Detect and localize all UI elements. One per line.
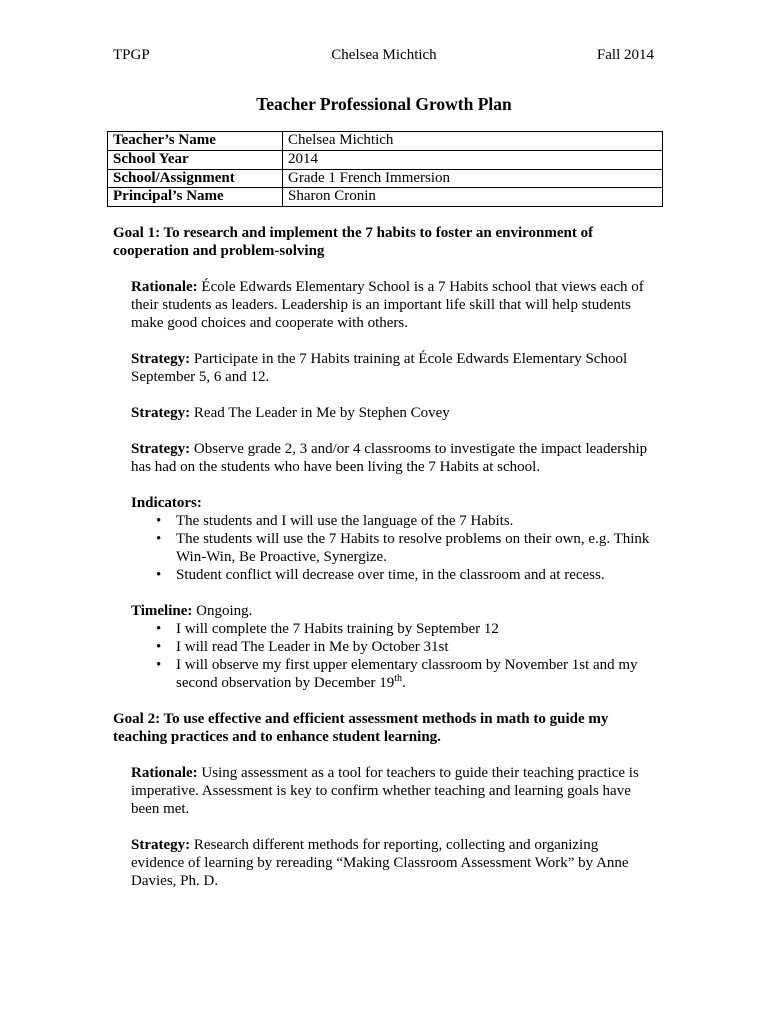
bullet-icon bbox=[156, 530, 161, 548]
goal-1-indicators bbox=[131, 494, 653, 584]
indicators-label: Indicators: bbox=[131, 495, 202, 511]
goal-1-strategy-3 bbox=[131, 440, 653, 476]
bullet-icon bbox=[156, 620, 161, 638]
rationale-text: Using assessment as a tool for teachers to guide their teaching practice is imperative. Assessment is key to confirm whether teaching and learning goals have been met. bbox=[131, 765, 639, 817]
strategy-text: Research different methods for reporting, collecting and organizing evidence of learning by rereading “Making Classroom Assessment Work” by Anne Davies, Ph. D. bbox=[131, 837, 629, 889]
document-title: Teacher Professional Growth Plan bbox=[256, 94, 512, 114]
timeline-item bbox=[131, 620, 658, 638]
timeline-label: Timeline: bbox=[131, 603, 193, 619]
goal-1-strategy-1 bbox=[131, 350, 653, 386]
strategy-label: Strategy: bbox=[131, 351, 191, 367]
strategy-text: Observe grade 2, 3 and/or 4 classrooms to investigate the impact leadership has had on the students who have been living the 7 Habits at school. bbox=[131, 441, 648, 475]
principal-name-label: Principal’s Name bbox=[108, 188, 283, 207]
goal-1-section bbox=[113, 224, 653, 692]
teacher-name-label: Teacher’s Name bbox=[108, 132, 283, 151]
ordinal-superscript: th bbox=[394, 673, 403, 684]
teacher-info-table bbox=[107, 131, 663, 207]
timeline-value: Ongoing. bbox=[196, 603, 253, 619]
principal-name-value: Sharon Cronin bbox=[283, 188, 663, 207]
strategy-label: Strategy: bbox=[131, 405, 191, 421]
timeline-item bbox=[131, 638, 658, 656]
school-year-value: 2014 bbox=[283, 150, 663, 169]
timeline-item-text: I will observe my first upper elementary classroom by November 1st and my second observation by December 19 bbox=[176, 657, 638, 691]
teacher-name-value: Chelsea Michtich bbox=[283, 132, 663, 151]
indicators-list bbox=[131, 512, 658, 584]
bullet-icon bbox=[156, 566, 161, 584]
strategy-label: Strategy: bbox=[131, 441, 191, 457]
timeline-list bbox=[131, 620, 658, 692]
school-assignment-value: Grade 1 French Immersion bbox=[283, 169, 663, 188]
strategy-label: Strategy: bbox=[131, 837, 191, 853]
school-year-row bbox=[108, 150, 663, 169]
school-assignment-row bbox=[108, 169, 663, 188]
principal-name-row bbox=[108, 188, 663, 207]
rationale-label: Rationale: bbox=[131, 765, 198, 781]
bullet-icon bbox=[156, 656, 161, 674]
indicator-item bbox=[131, 512, 658, 530]
goal-2-section bbox=[113, 710, 653, 890]
timeline-item-text: I will read The Leader in Me by October 31st bbox=[176, 639, 449, 655]
indicator-item bbox=[131, 566, 658, 584]
bullet-icon bbox=[156, 638, 161, 656]
indicator-item bbox=[131, 530, 658, 566]
bullet-icon bbox=[156, 512, 161, 530]
goal-1-timeline bbox=[131, 602, 653, 692]
timeline-item bbox=[131, 656, 658, 692]
goal-1-rationale bbox=[131, 278, 653, 332]
school-assignment-label: School/Assignment bbox=[108, 169, 283, 188]
header-document-code: TPGP bbox=[113, 47, 150, 63]
goal-2-strategy-1 bbox=[131, 836, 645, 890]
goal-1-strategy-2 bbox=[131, 404, 653, 422]
header-author: Chelsea Michtich bbox=[331, 47, 437, 63]
strategy-text: Participate in the 7 Habits training at École Edwards Elementary School September 5, 6 and 12. bbox=[131, 351, 628, 385]
indicator-text: The students and I will use the language of the 7 Habits. bbox=[176, 513, 514, 529]
rationale-label: Rationale: bbox=[131, 279, 198, 295]
goal-1-heading: Goal 1: To research and implement the 7 habits to foster an environment of cooperation and problem-solving bbox=[113, 225, 594, 259]
teacher-name-row bbox=[108, 132, 663, 151]
school-year-label: School Year bbox=[108, 150, 283, 169]
timeline-item-text: I will complete the 7 Habits training by September 12 bbox=[176, 621, 499, 637]
rationale-text: École Edwards Elementary School is a 7 Habits school that views each of their students as leaders. Leadership is an important life skill that will help students make good choices and cooperate with others. bbox=[131, 279, 644, 331]
timeline-item-suffix: . bbox=[402, 675, 406, 691]
indicator-text: Student conflict will decrease over time, in the classroom and at recess. bbox=[176, 567, 605, 583]
indicator-text: The students will use the 7 Habits to resolve problems on their own, e.g. Think Win-Win, Be Proactive, Synergize. bbox=[176, 531, 650, 565]
header-term: Fall 2014 bbox=[596, 47, 654, 63]
plan-body bbox=[113, 224, 653, 890]
strategy-text: Read The Leader in Me by Stephen Covey bbox=[193, 405, 450, 421]
goal-2-heading: Goal 2: To use effective and efficient assessment methods in math to guide my teaching practices and to enhance student learning. bbox=[113, 711, 609, 745]
goal-2-rationale bbox=[131, 764, 653, 818]
